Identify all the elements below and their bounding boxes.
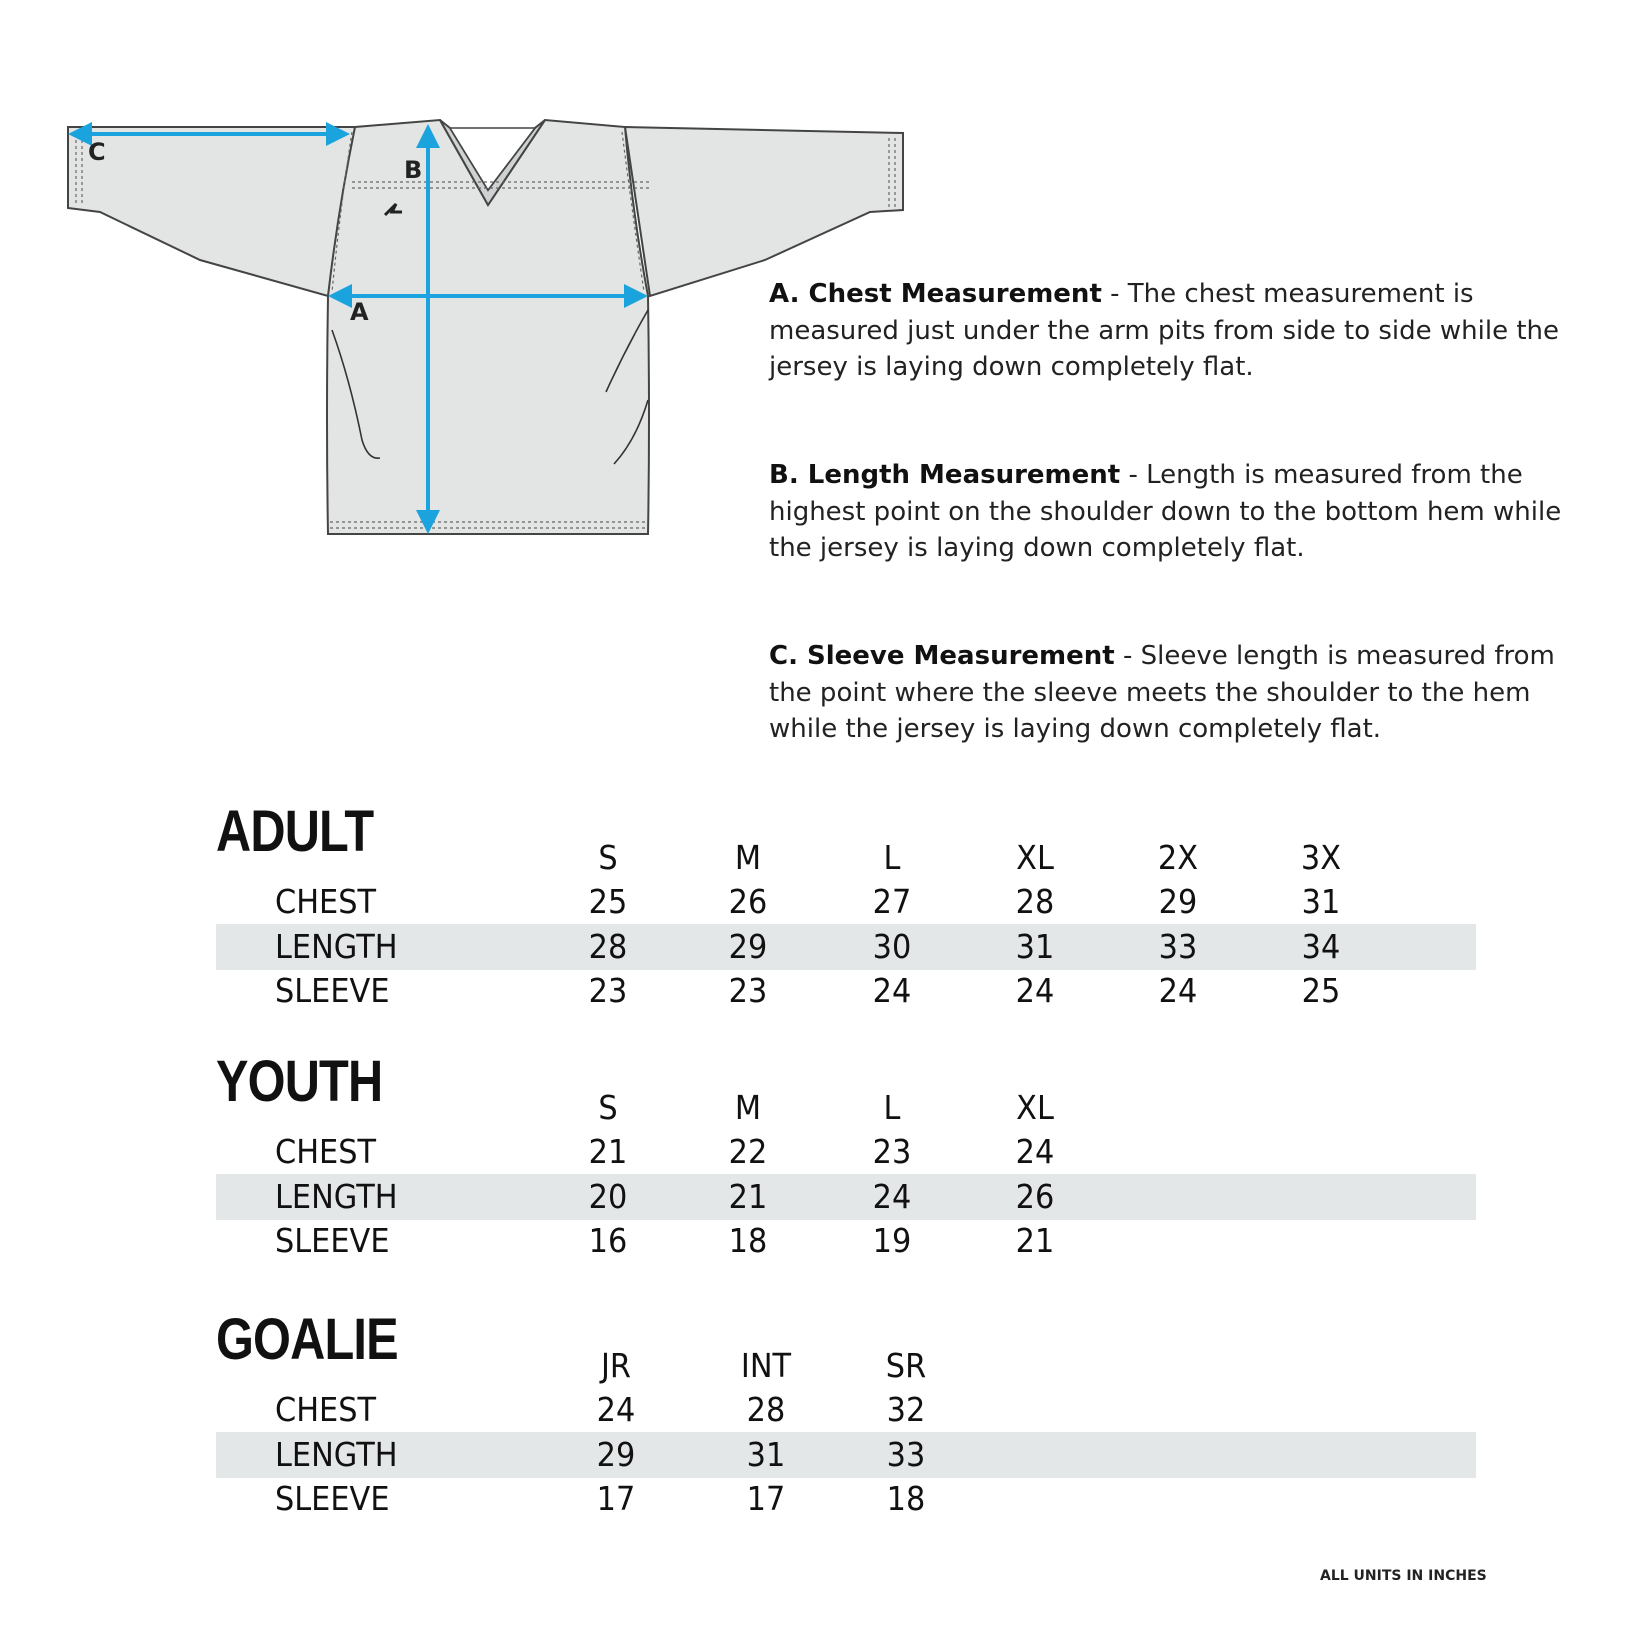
table-cell: 24 [1158, 971, 1198, 1010]
table-cell: 24 [872, 971, 912, 1010]
table-cell: 34 [1301, 926, 1341, 966]
units-note: ALL UNITS IN INCHES [1320, 1568, 1487, 1584]
label-a: A [350, 298, 369, 326]
table-cell: 18 [886, 1479, 926, 1518]
table-title: GOALIE [216, 1307, 398, 1372]
table-cell: 16 [588, 1221, 628, 1260]
row-label: LENGTH [275, 1434, 398, 1474]
table-cell: 23 [588, 971, 628, 1010]
table-cell: 25 [588, 882, 628, 921]
chest-description-text: - The chest measurement is measured just under the arm pits from side to side while the jersey is laying down completely flat. [769, 279, 1560, 382]
length-description-text: - Length is measured from the highest point on the shoulder down to the bottom hem while the jersey is laying down completely flat. [769, 460, 1562, 563]
chest-description-label: A. Chest Measurement [769, 279, 1102, 309]
row-shade [216, 1174, 1476, 1220]
size-header: S [598, 1088, 618, 1127]
table-cell: 23 [728, 971, 768, 1010]
row-label: CHEST [275, 1390, 377, 1429]
table-cell: 21 [728, 1176, 768, 1216]
table-cell: 22 [728, 1132, 768, 1171]
row-label: CHEST [275, 882, 377, 921]
table-cell: 33 [886, 1434, 926, 1474]
size-header: 3X [1300, 838, 1342, 877]
table-cell: 26 [728, 882, 768, 921]
table-cell: 24 [872, 1176, 912, 1216]
table-cell: 27 [872, 882, 912, 921]
table-title: YOUTH [216, 1049, 383, 1114]
label-c: C [88, 138, 106, 166]
row-label: SLEEVE [275, 1221, 390, 1260]
table-title: ADULT [216, 799, 374, 864]
table-cell: 21 [1015, 1221, 1055, 1260]
chest-description [769, 276, 1589, 386]
size-header: XL [1016, 838, 1054, 877]
label-b: B [404, 156, 423, 184]
table-cell: 29 [596, 1434, 636, 1474]
size-header: L [883, 838, 901, 877]
table-cell: 28 [1015, 882, 1055, 921]
row-label: LENGTH [275, 926, 398, 966]
length-description [769, 457, 1589, 567]
sleeve-description [769, 638, 1589, 748]
row-label: SLEEVE [275, 1479, 390, 1518]
table-cell: 21 [588, 1132, 628, 1171]
size-header: M [734, 838, 762, 877]
row-label: CHEST [275, 1132, 377, 1171]
table-cell: 24 [596, 1390, 636, 1429]
size-header: JR [600, 1346, 632, 1385]
table-cell: 29 [728, 926, 768, 966]
sleeve-description-text: - Sleeve length is measured from the point where the sleeve meets the shoulder to the hem while the jersey is laying down completely flat. [769, 641, 1555, 744]
row-label: LENGTH [275, 1176, 398, 1216]
table-cell: 28 [746, 1390, 786, 1429]
row-shade [216, 1432, 1476, 1478]
table-cell: 25 [1301, 971, 1341, 1010]
table-cell: 19 [872, 1221, 912, 1260]
table-cell: 33 [1158, 926, 1198, 966]
table-cell: 20 [588, 1176, 628, 1216]
table-cell: 17 [596, 1479, 636, 1518]
table-cell: 24 [1015, 971, 1055, 1010]
size-header: 2X [1157, 838, 1199, 877]
table-cell: 17 [746, 1479, 786, 1518]
size-header: S [598, 838, 618, 877]
table-cell: 26 [1015, 1176, 1055, 1216]
sleeve-description-label: C. Sleeve Measurement [769, 641, 1115, 671]
table-cell: 24 [1015, 1132, 1055, 1171]
size-header: M [734, 1088, 762, 1127]
table-cell: 28 [588, 926, 628, 966]
size-header: XL [1016, 1088, 1054, 1127]
size-header: SR [885, 1346, 927, 1385]
table-cell: 31 [1301, 882, 1341, 921]
table-cell: 18 [728, 1221, 768, 1260]
table-cell: 23 [872, 1132, 912, 1171]
table-cell: 32 [886, 1390, 926, 1429]
size-header: L [883, 1088, 901, 1127]
length-description-label: B. Length Measurement [769, 460, 1121, 490]
row-label: SLEEVE [275, 971, 390, 1010]
table-cell: 31 [1015, 926, 1055, 966]
table-cell: 29 [1158, 882, 1198, 921]
table-cell: 30 [872, 926, 912, 966]
size-header: INT [740, 1346, 792, 1385]
table-cell: 31 [746, 1434, 786, 1474]
